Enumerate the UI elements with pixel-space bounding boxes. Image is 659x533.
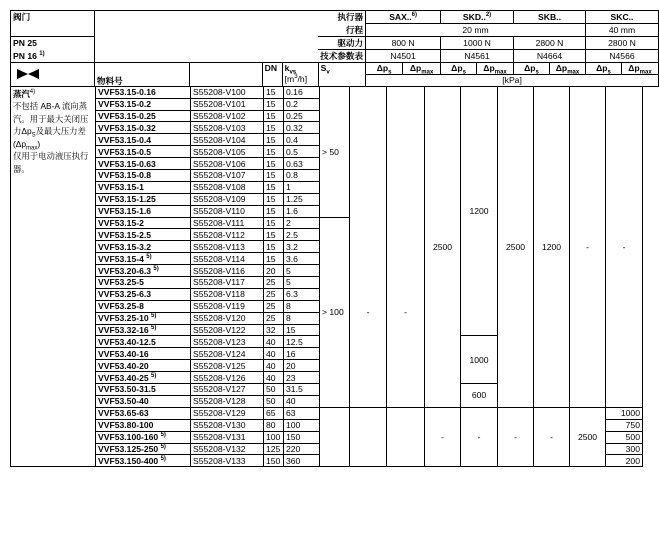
table-row <box>11 86 643 98</box>
part-number: S55208-V111 <box>191 217 264 229</box>
part-number: S55208-V103 <box>191 122 264 134</box>
part-number: S55208-V112 <box>191 229 264 241</box>
part-number: S55208-V125 <box>191 360 264 372</box>
dn-value: 15 <box>264 193 284 205</box>
skd-dpmax-dash: - <box>461 407 498 466</box>
force-skd: 1000 N <box>441 37 514 50</box>
valve-spec-table <box>10 10 659 87</box>
stroke-label: 行程 <box>318 24 365 37</box>
skc-dps-b: 2500 <box>570 407 606 466</box>
skc-dpmax-value: 300 <box>606 443 643 455</box>
kvs-value: 0.32 <box>284 122 320 134</box>
sax-dps-blank-top <box>350 86 387 217</box>
valve-type: VVF53.150-400 $^{5)}$ <box>96 455 191 467</box>
valve-type: VVF53.40-20 <box>96 360 191 372</box>
skd-dpmax-label: $\Delta p_{max}$ <box>477 63 514 75</box>
dn-value: 150 <box>264 455 284 467</box>
dn-value: 50 <box>264 384 284 396</box>
dn-value: 25 <box>264 288 284 300</box>
skd-dpmax-b: 1000 <box>461 336 498 384</box>
stroke-40mm: 40 mm <box>585 24 658 37</box>
valve-type: VVF53.40-16 <box>96 348 191 360</box>
part-number: S55208-V123 <box>191 336 264 348</box>
kvs-value: 1.25 <box>284 193 320 205</box>
sv-blank <box>320 407 350 466</box>
dn-value: 15 <box>264 170 284 182</box>
stroke-20mm: 20 mm <box>366 24 586 37</box>
part-number: S55208-V131 <box>191 431 264 443</box>
kvs-value: 2.5 <box>284 229 320 241</box>
sax-dps-blank <box>350 407 387 466</box>
kvs-value: 12.5 <box>284 336 320 348</box>
actuator-label: 执行器 <box>318 11 365 24</box>
dn-value: 100 <box>264 431 284 443</box>
dn-value: 15 <box>264 253 284 265</box>
dn-value: 50 <box>264 395 284 407</box>
part-no-label: 物料号 <box>94 63 189 87</box>
valve-type: VVF53.15-0.32 <box>96 122 191 134</box>
kvs-value: 8 <box>284 300 320 312</box>
kvs-value: 220 <box>284 443 320 455</box>
dn-value: 15 <box>264 205 284 217</box>
valve-type: VVF53.50-40 <box>96 395 191 407</box>
dn-value: 80 <box>264 419 284 431</box>
skc-dpmax-value: 1000 <box>606 407 643 419</box>
kvs-value: 2 <box>284 217 320 229</box>
datasheet-skd: N4561 <box>441 50 514 63</box>
sax-dps-label: $\Delta p_s$ <box>366 63 403 75</box>
kvs-value: 0.8 <box>284 170 320 182</box>
dn-value: 40 <box>264 348 284 360</box>
part-number: S55208-V122 <box>191 324 264 336</box>
header-row-force <box>11 37 659 50</box>
actuator-skd: SKD..$^{2)}$ <box>441 11 514 24</box>
part-number: S55208-V118 <box>191 288 264 300</box>
part-number: S55208-V106 <box>191 158 264 170</box>
force-sax: 800 N <box>366 37 441 50</box>
sax-dps-value: - <box>350 217 387 407</box>
dn-value: 32 <box>264 324 284 336</box>
part-number: S55208-V100 <box>191 86 264 98</box>
skc-dpmax-label: $\Delta p_{max}$ <box>621 63 658 75</box>
dn-value: 15 <box>264 241 284 253</box>
dn-value: 65 <box>264 407 284 419</box>
dn-value: 15 <box>264 146 284 158</box>
medium-description: 蒸汽$^{4)}$ 不包括 AB-A 流向蒸汽。用于最大关闭压力$\Delta p_S$及最大压力差$(\Delta p_{max})$ 仅用于电动液压执行器。 <box>11 86 96 467</box>
valve-type: VVF53.15-2 <box>96 217 191 229</box>
valve-type: VVF53.15-0.5 <box>96 146 191 158</box>
kvs-value: 0.2 <box>284 98 320 110</box>
valve-type: VVF53.20-6.3 $^{5)}$ <box>96 265 191 277</box>
pn16-label: PN 16 $^{1)}$ <box>11 50 95 63</box>
skc-dpmax-value: 500 <box>606 431 643 443</box>
dn-label: DN <box>262 63 282 87</box>
actuator-skb: SKB.. <box>514 11 586 24</box>
dn-value: 40 <box>264 360 284 372</box>
kpa-unit: [kPa] <box>366 74 659 86</box>
valve-type: VVF53.25-6.3 <box>96 288 191 300</box>
dn-value: 15 <box>264 86 284 98</box>
dn-value: 25 <box>264 300 284 312</box>
kvs-value: 23 <box>284 372 320 384</box>
skb-dpmax-a: 1200 <box>534 86 570 407</box>
kvs-value: 150 <box>284 431 320 443</box>
valve-type: VVF53.25-5 <box>96 277 191 289</box>
medium-title: 蒸汽 <box>13 88 30 99</box>
valve-type: VVF53.15-2.5 <box>96 229 191 241</box>
skc-dpmax-a: - <box>606 86 643 407</box>
part-number: S55208-V109 <box>191 193 264 205</box>
header-row-stroke <box>11 24 659 37</box>
part-number: S55208-V132 <box>191 443 264 455</box>
kvs-value: 6.3 <box>284 288 320 300</box>
skd-dps-value: 2500 <box>425 86 461 407</box>
dn-value: 15 <box>264 158 284 170</box>
dn-value: 40 <box>264 336 284 348</box>
part-number: S55208-V128 <box>191 395 264 407</box>
part-number: S55208-V104 <box>191 134 264 146</box>
kvs-value: 360 <box>284 455 320 467</box>
header-row-actuator <box>11 11 659 24</box>
valve-type: VVF53.15-0.2 <box>96 98 191 110</box>
actuator-skc: SKC.. <box>585 11 658 24</box>
valve-rows-table <box>10 86 643 468</box>
dn-value: 20 <box>264 265 284 277</box>
datasheet-sax: N4501 <box>366 50 441 63</box>
force-skb: 2800 N <box>514 37 586 50</box>
valve-type: VVF53.25-10 $^{5)}$ <box>96 312 191 324</box>
dn-value: 25 <box>264 312 284 324</box>
valve-type: VVF53.15-3.2 <box>96 241 191 253</box>
force-label: 驱动力 <box>318 37 365 50</box>
part-number: S55208-V107 <box>191 170 264 182</box>
datasheet-label: 技术参数表 <box>318 50 365 63</box>
part-number: S55208-V133 <box>191 455 264 467</box>
kvs-value: 1 <box>284 181 320 193</box>
sv-label: $S_v$ <box>318 63 365 87</box>
kvs-value: 63 <box>284 407 320 419</box>
sax-dpmax-label: $\Delta p_{max}$ <box>403 63 441 75</box>
skb-dpmax-b: - <box>534 407 570 466</box>
valve-type: VVF53.15-0.63 <box>96 158 191 170</box>
kvs-value: 0.25 <box>284 110 320 122</box>
skc-dps-label: $\Delta p_s$ <box>585 63 621 75</box>
header-row-columns <box>11 63 659 75</box>
dn-value: 15 <box>264 110 284 122</box>
part-number: S55208-V126 <box>191 372 264 384</box>
actuator-sax: SAX..$^{6)}$ <box>366 11 441 24</box>
part-number: S55208-V127 <box>191 384 264 396</box>
sv-group-1: > 50 <box>320 86 350 217</box>
valve-spec-table-wrapper <box>10 10 659 467</box>
valve-type: VVF53.15-1.6 <box>96 205 191 217</box>
valve-type: VVF53.15-0.4 <box>96 134 191 146</box>
valve-type: VVF53.125-250 $^{5)}$ <box>96 443 191 455</box>
sax-dpmax-value: - <box>387 217 425 407</box>
kvs-value: 20 <box>284 360 320 372</box>
skd-dpmax-c: 600 <box>461 384 498 408</box>
part-number: S55208-V129 <box>191 407 264 419</box>
kvs-value: 5 <box>284 277 320 289</box>
skd-dps-dash: - <box>425 407 461 466</box>
kvs-value: 15 <box>284 324 320 336</box>
skc-dpmax-value: 750 <box>606 419 643 431</box>
kvs-value: 0.63 <box>284 158 320 170</box>
table-row <box>11 407 643 419</box>
part-number: S55208-V110 <box>191 205 264 217</box>
valve-type: VVF53.15-1.25 <box>96 193 191 205</box>
sax-dpmax-blank-top <box>387 86 425 217</box>
dn-value: 15 <box>264 181 284 193</box>
valve-type: VVF53.15-0.16 <box>96 86 191 98</box>
skb-dps-a: 2500 <box>498 86 534 407</box>
valve-type: VVF53.50-31.5 <box>96 384 191 396</box>
kvs-value: 3.2 <box>284 241 320 253</box>
valve-type: VVF53.15-4 $^{5)}$ <box>96 253 191 265</box>
skb-dps-label: $\Delta p_s$ <box>514 63 550 75</box>
kvs-value: 1.6 <box>284 205 320 217</box>
sv-group-2: > 100 <box>320 217 350 407</box>
valve-type: VVF53.25-8 <box>96 300 191 312</box>
part-number: S55208-V119 <box>191 300 264 312</box>
header-row-datasheet <box>11 50 659 63</box>
valve-type: VVF53.80-100 <box>96 419 191 431</box>
valve-symbol-icon <box>17 69 39 81</box>
skc-dpmax-value: 200 <box>606 455 643 467</box>
part-number: S55208-V124 <box>191 348 264 360</box>
datasheet-skc: N4566 <box>585 50 658 63</box>
valve-type: VVF53.15-0.8 <box>96 170 191 182</box>
pn25-label: PN 25 <box>11 37 95 50</box>
valve-type: VVF53.100-160 $^{5)}$ <box>96 431 191 443</box>
valve-type: VVF53.32-16 $^{5)}$ <box>96 324 191 336</box>
part-number: S55208-V116 <box>191 265 264 277</box>
kvs-value: 8 <box>284 312 320 324</box>
kvs-value: 0.5 <box>284 146 320 158</box>
force-skc: 2800 N <box>585 37 658 50</box>
kvs-value: 0.16 <box>284 86 320 98</box>
skb-dps-b: - <box>498 407 534 466</box>
kvs-label: $k_{vs}$ $[m^3/h]$ <box>282 63 318 87</box>
valve-type: VVF53.15-0.25 <box>96 110 191 122</box>
part-number: S55208-V102 <box>191 110 264 122</box>
dn-value: 15 <box>264 98 284 110</box>
kvs-value: 31.5 <box>284 384 320 396</box>
part-number: S55208-V114 <box>191 253 264 265</box>
part-number: S55208-V108 <box>191 181 264 193</box>
part-number: S55208-V130 <box>191 419 264 431</box>
kvs-value: 100 <box>284 419 320 431</box>
kvs-value: 3.6 <box>284 253 320 265</box>
part-number: S55208-V101 <box>191 98 264 110</box>
skb-dpmax-label: $\Delta p_{max}$ <box>549 63 585 75</box>
dn-value: 15 <box>264 217 284 229</box>
skd-dpmax-a: 1200 <box>461 86 498 336</box>
valve-type: VVF53.65-63 <box>96 407 191 419</box>
dn-value: 40 <box>264 372 284 384</box>
valve-type: VVF53.40-12.5 <box>96 336 191 348</box>
sax-dpmax-blank <box>387 407 425 466</box>
dn-value: 15 <box>264 229 284 241</box>
dn-value: 15 <box>264 134 284 146</box>
kvs-value: 0.4 <box>284 134 320 146</box>
part-number: S55208-V120 <box>191 312 264 324</box>
valve-type: VVF53.15-1 <box>96 181 191 193</box>
kvs-value: 40 <box>284 395 320 407</box>
datasheet-skb: N4664 <box>514 50 586 63</box>
part-number: S55208-V117 <box>191 277 264 289</box>
valve-type: VVF53.40-25 $^{5)}$ <box>96 372 191 384</box>
skd-dps-label: $\Delta p_s$ <box>441 63 477 75</box>
dn-value: 125 <box>264 443 284 455</box>
part-number: S55208-V113 <box>191 241 264 253</box>
part-number: S55208-V105 <box>191 146 264 158</box>
dn-value: 25 <box>264 277 284 289</box>
kvs-value: 16 <box>284 348 320 360</box>
dn-value: 15 <box>264 122 284 134</box>
skc-dps-a: - <box>570 86 606 407</box>
kvs-value: 5 <box>284 265 320 277</box>
valve-label: 阀门 <box>11 11 95 24</box>
